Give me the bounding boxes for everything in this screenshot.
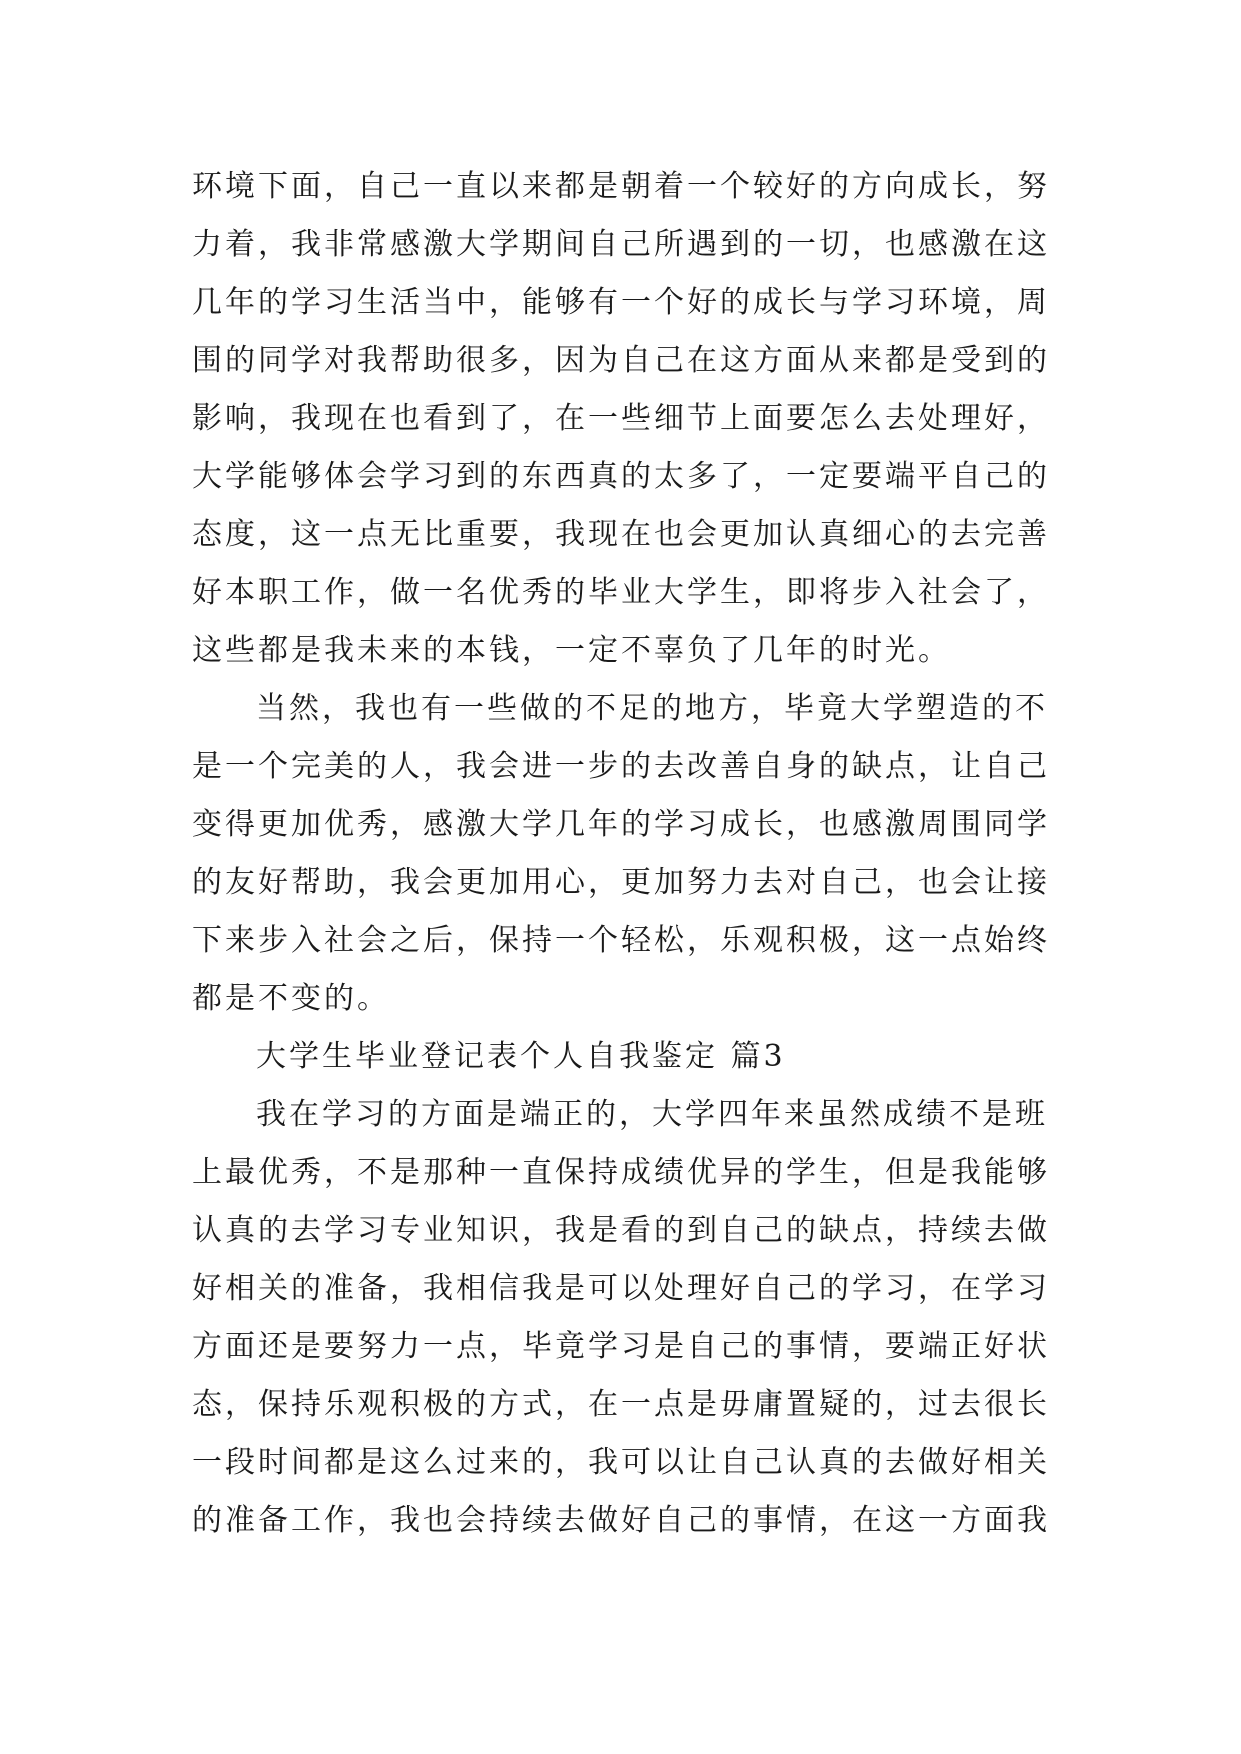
text-line: 上最优秀，不是那种一直保持成绩优异的学生，但是我能够: [192, 1155, 1050, 1190]
text-line: 当然，我也有一些做的不足的地方，毕竟大学塑造的不: [256, 691, 1048, 726]
text-line: 好相关的准备，我相信我是可以处理好自己的学习，在学习: [192, 1271, 1050, 1306]
text-line: 是一个完美的人，我会进一步的去改善自身的缺点，让自己: [192, 749, 1050, 784]
text-line: 方面还是要努力一点，毕竟学习是自己的事情，要端正好状: [192, 1329, 1050, 1364]
text-line: 下来步入社会之后，保持一个轻松，乐观积极，这一点始终: [192, 923, 1050, 958]
text-line: 态，保持乐观积极的方式，在一点是毋庸置疑的，过去很长: [192, 1387, 1050, 1422]
text-line: 的准备工作，我也会持续去做好自己的事情，在这一方面我: [192, 1503, 1050, 1538]
body-text: [192, 158, 1052, 1550]
text-line: 这些都是我未来的本钱，一定不辜负了几年的时光。: [192, 633, 951, 668]
text-line: 力着，我非常感激大学期间自己所遇到的一切，也感激在这: [192, 227, 1050, 262]
text-line: 围的同学对我帮助很多，因为自己在这方面从来都是受到的: [192, 343, 1050, 378]
text-line: 环境下面，自己一直以来都是朝着一个较好的方向成长，努: [192, 169, 1050, 204]
text-line: 态度，这一点无比重要，我现在也会更加认真细心的去完善: [192, 517, 1050, 552]
text-line: 变得更加优秀，感激大学几年的学习成长，也感激周围同学: [192, 807, 1050, 842]
text-line: 几年的学习生活当中，能够有一个好的成长与学习环境，周: [192, 285, 1050, 320]
text-line: 影响，我现在也看到了，在一些细节上面要怎么去处理好，: [192, 401, 1050, 436]
text-line: 我在学习的方面是端正的，大学四年来虽然成绩不是班: [256, 1097, 1048, 1132]
text-line: 好本职工作，做一名优秀的毕业大学生，即将步入社会了，: [192, 575, 1050, 610]
text-line: 一段时间都是这么过来的，我可以让自己认真的去做好相关: [192, 1445, 1050, 1480]
text-line: 都是不变的。: [192, 981, 390, 1016]
text-line: 大学能够体会学习到的东西真的太多了，一定要端平自己的: [192, 459, 1050, 494]
text-line: 大学生毕业登记表个人自我鉴定 篇3: [256, 1039, 786, 1074]
text-line: 认真的去学习专业知识，我是看的到自己的缺点，持续去做: [192, 1213, 1050, 1248]
text-line: 的友好帮助，我会更加用心，更加努力去对自己，也会让接: [192, 865, 1050, 900]
